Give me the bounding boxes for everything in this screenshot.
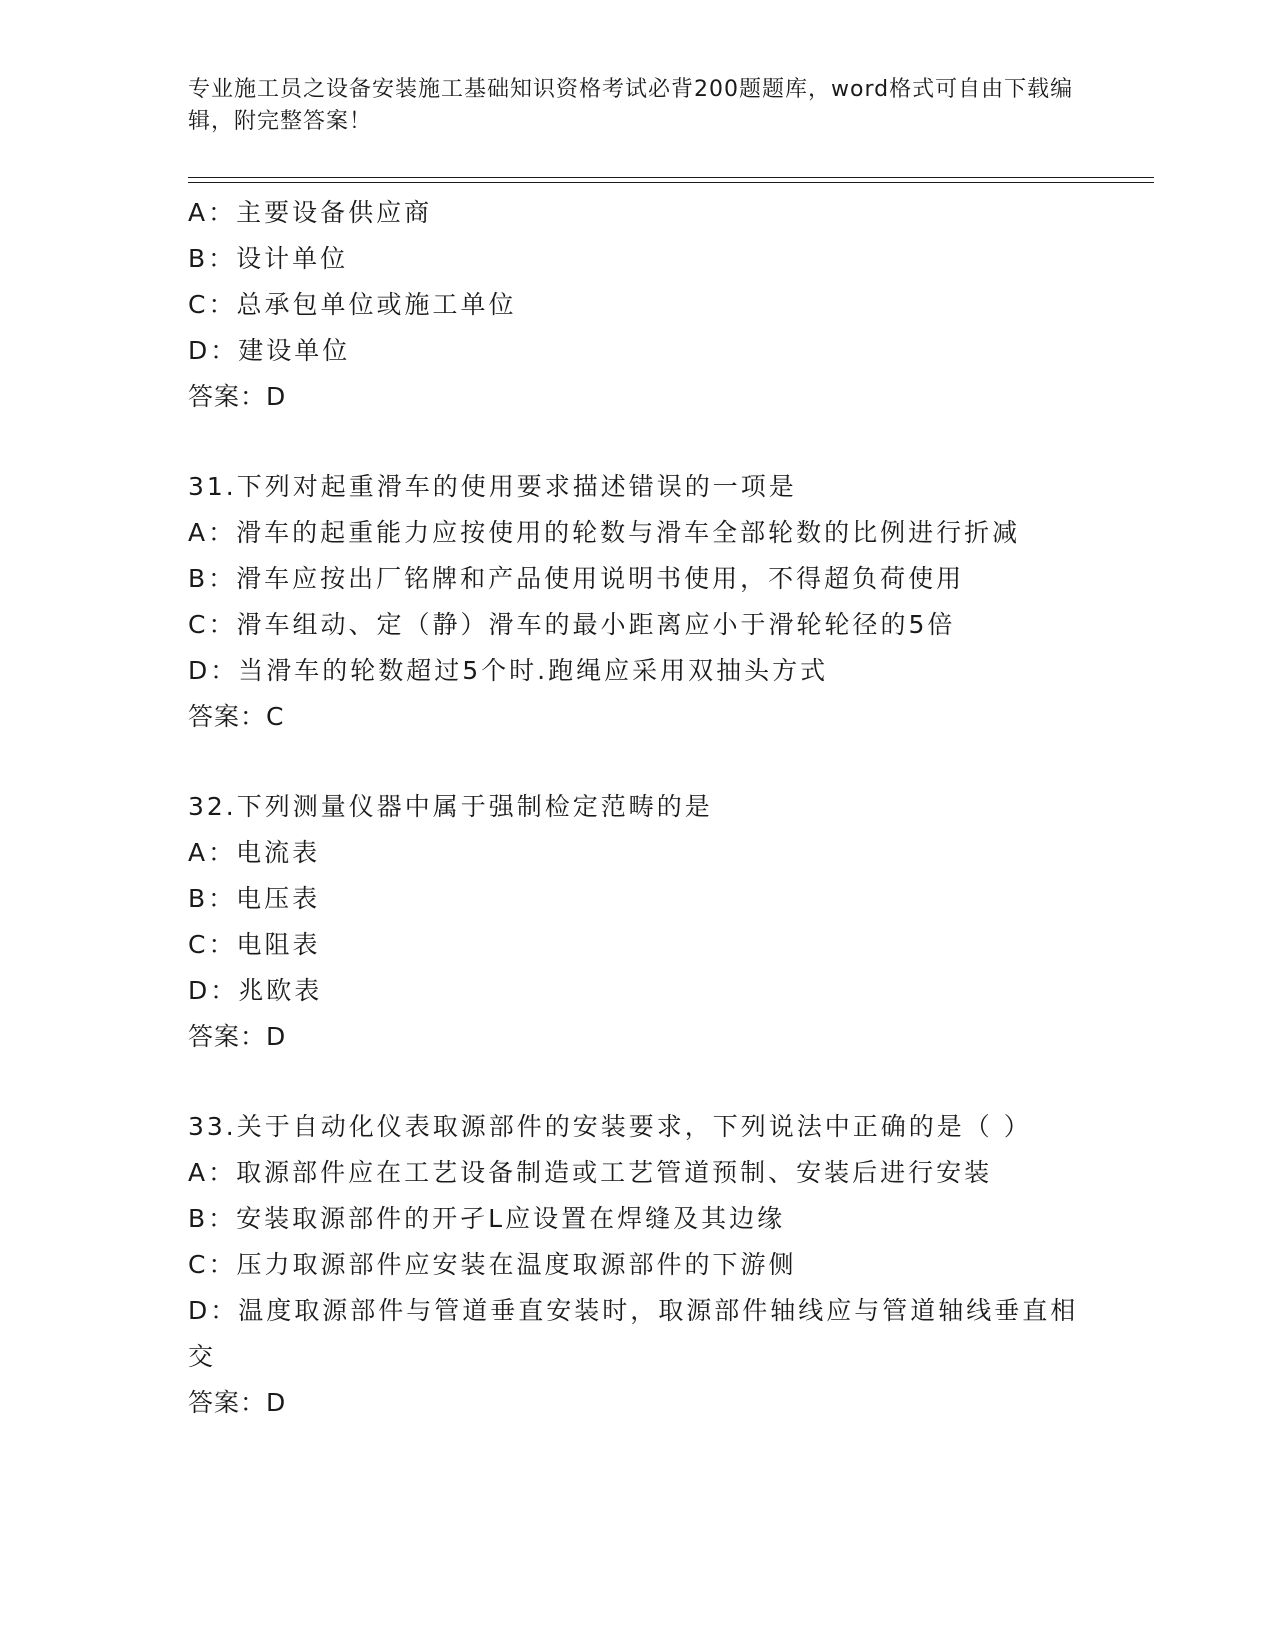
question-30 (188, 190, 1088, 420)
spacer (188, 740, 1088, 784)
option-b: B：电压表 (188, 884, 321, 913)
answer: 答案：C (188, 702, 285, 731)
spacer (188, 420, 1088, 464)
option-d: D：建设单位 (188, 336, 351, 365)
question-32 (188, 784, 1088, 1060)
question-title: 33.关于自动化仪表取源部件的安装要求，下列说法中正确的是（ ） (188, 1112, 1032, 1141)
answer: 答案：D (188, 382, 287, 411)
header-divider-bottom (188, 182, 1154, 183)
option-b: B：滑车应按出厂铭牌和产品使用说明书使用，不得超负荷使用 (188, 564, 965, 593)
option-d: D：温度取源部件与管道垂直安装时，取源部件轴线应与管道轴线垂直相交 (188, 1296, 1079, 1371)
option-b: B：设计单位 (188, 244, 349, 273)
option-d: D：当滑车的轮数超过5个时.跑绳应采用双抽头方式 (188, 656, 829, 685)
option-a: A：取源部件应在工艺设备制造或工艺管道预制、安装后进行安装 (188, 1158, 993, 1187)
question-31 (188, 464, 1088, 740)
header-text: 专业施工员之设备安装施工基础知识资格考试必背200题题库，word格式可自由下载编辑，附完整答案！ (188, 77, 1074, 134)
option-c: C：滑车组动、定（静）滑车的最小距离应小于滑轮轮径的5倍 (188, 610, 956, 639)
option-a: A：主要设备供应商 (188, 198, 433, 227)
document-header (188, 74, 1088, 138)
answer: 答案：D (188, 1388, 287, 1417)
option-c: C：总承包单位或施工单位 (188, 290, 517, 319)
option-b: B：安装取源部件的开孑L应设置在焊缝及其边缘 (188, 1204, 786, 1233)
option-a: A：滑车的起重能力应按使用的轮数与滑车全部轮数的比例进行折减 (188, 518, 1021, 547)
answer: 答案：D (188, 1022, 287, 1051)
spacer (188, 1060, 1088, 1104)
option-d: D：兆欧表 (188, 976, 323, 1005)
question-33 (188, 1104, 1088, 1426)
option-c: C：压力取源部件应安装在温度取源部件的下游侧 (188, 1250, 797, 1279)
question-title: 32.下列测量仪器中属于强制检定范畴的是 (188, 792, 713, 821)
question-title: 31.下列对起重滑车的使用要求描述错误的一项是 (188, 472, 797, 501)
option-c: C：电阻表 (188, 930, 321, 959)
option-a: A：电流表 (188, 838, 321, 867)
question-list (188, 190, 1088, 1426)
header-divider-top (188, 177, 1154, 178)
